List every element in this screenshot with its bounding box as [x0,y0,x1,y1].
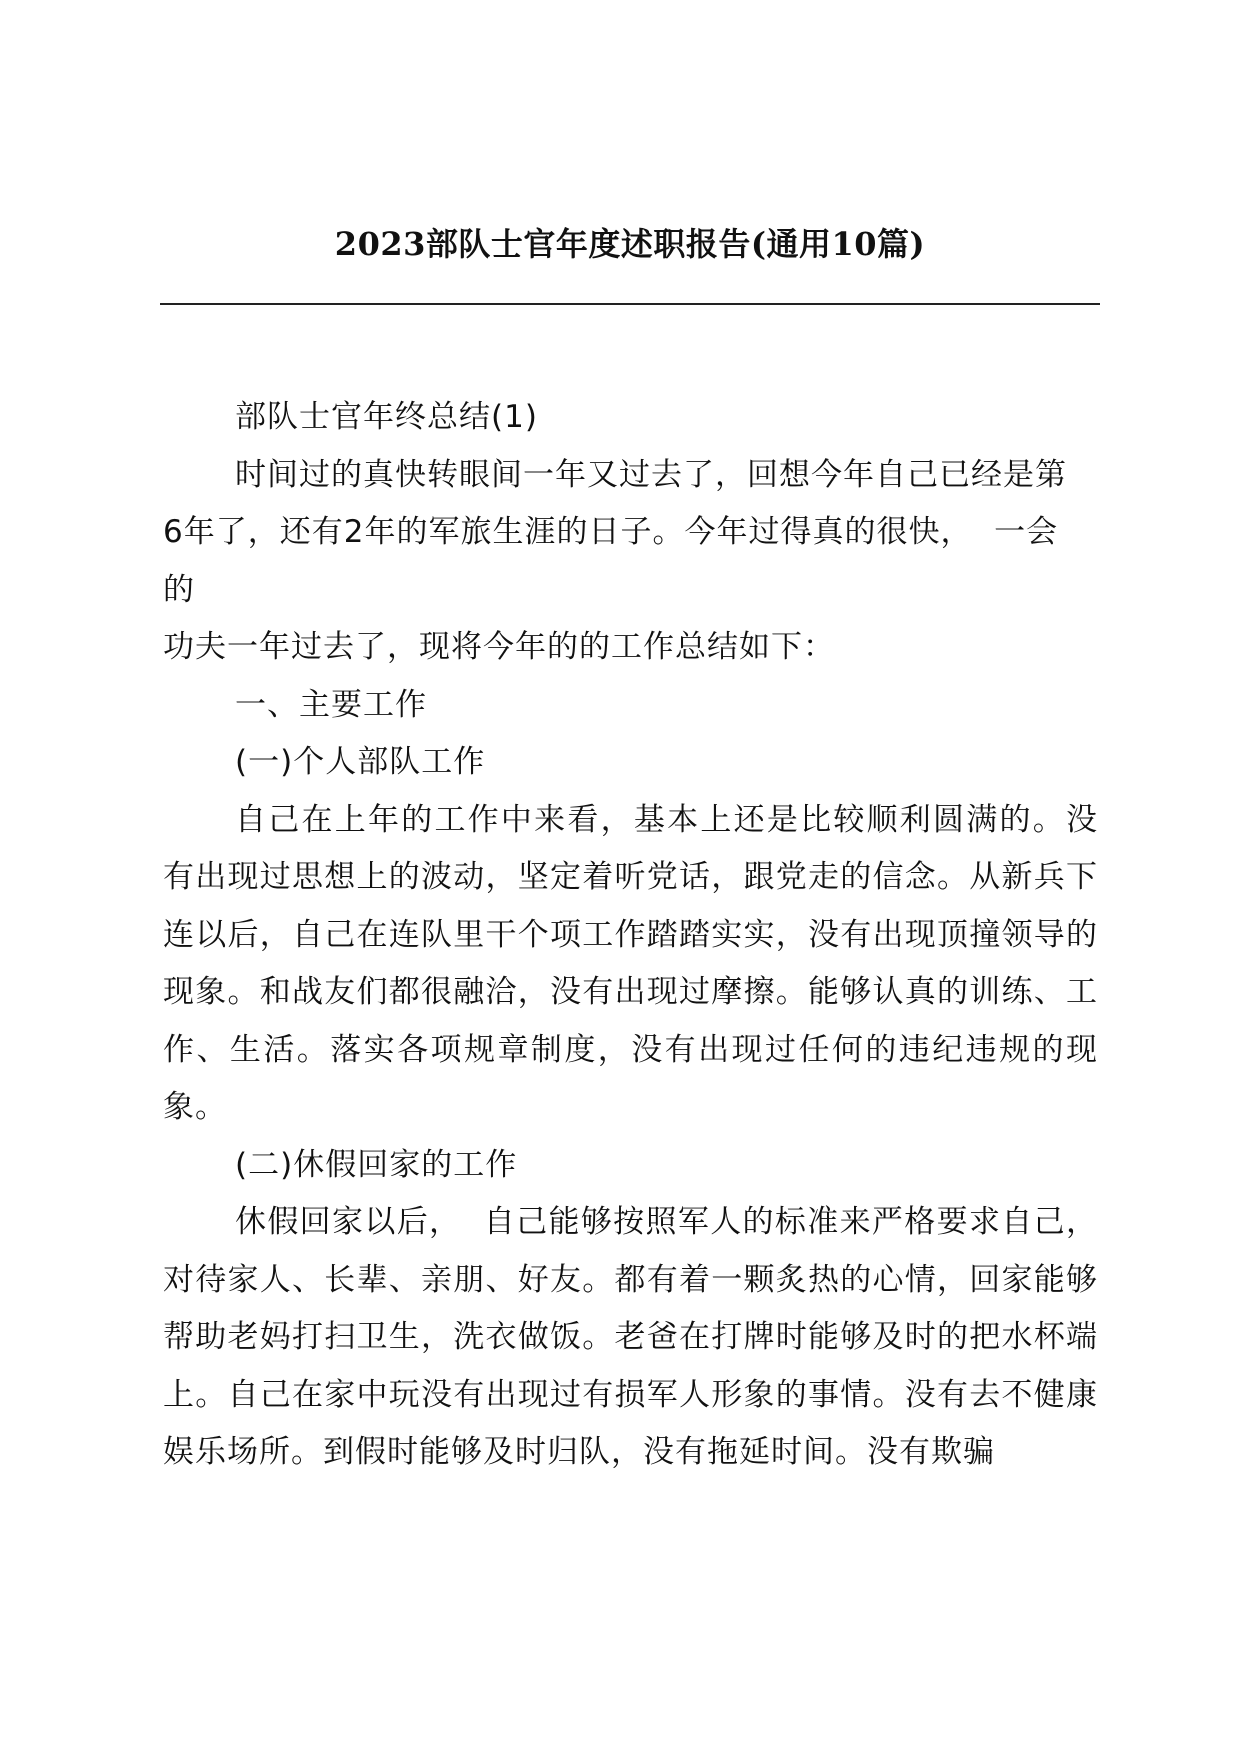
paragraph-1-line-3: 的 [163,571,195,608]
paragraph-1-line-2: 6年了，还有2年的军旅生涯的日子。今年过得真的很快， 一会 [163,514,1059,550]
subsection-heading-2: (二)休假回家的工作 [235,1146,518,1183]
subtitle: 部队士官年终总结(1) [235,399,538,435]
paragraph-1-line-4: 功夫一年过去了，现将今年的的工作总结如下： [163,629,835,665]
paragraph-2: 自己在上年的工作中来看，基本上还是比较顺利圆满的。没有出现过思想上的波动，坚定着听党话，跟党走的信念。从新兵下连以后，自己在连队里干个项工作踏踏实实，没有出现顶撞领导的现象。和战友们都很融洽，没有出现过摩擦。能够认真的训练、工作、生活。落实各项规章制度，没有出现过任何的违纪违规的现象。 [163,801,1098,1125]
section-heading-1: 一、主要工作 [235,686,427,723]
subsection-heading-1: (一)个人部队工作 [235,744,486,780]
document-title: 2023部队士官年度述职报告(通用10篇) [334,225,926,263]
title-underline [160,303,1100,305]
paragraph-3: 休假回家以后， 自己能够按照军人的标准来严格要求自己，对待家人、长辈、亲朋、好友。都有着一颗炙热的心情，回家能够帮助老妈打扫卫生，洗衣做饭。老爸在打牌时能够及时的把水杯端上。自己在家中玩没有出现过有损军人形象的事情。没有去不健康娱乐场所。到假时能够及时归队，没有拖延时间。没有欺骗 [163,1204,1098,1470]
paragraph-1-line-1: 时间过的真快转眼间一年又过去了，回想今年自己已经是第 [235,456,1067,493]
document-body [163,389,1098,1482]
